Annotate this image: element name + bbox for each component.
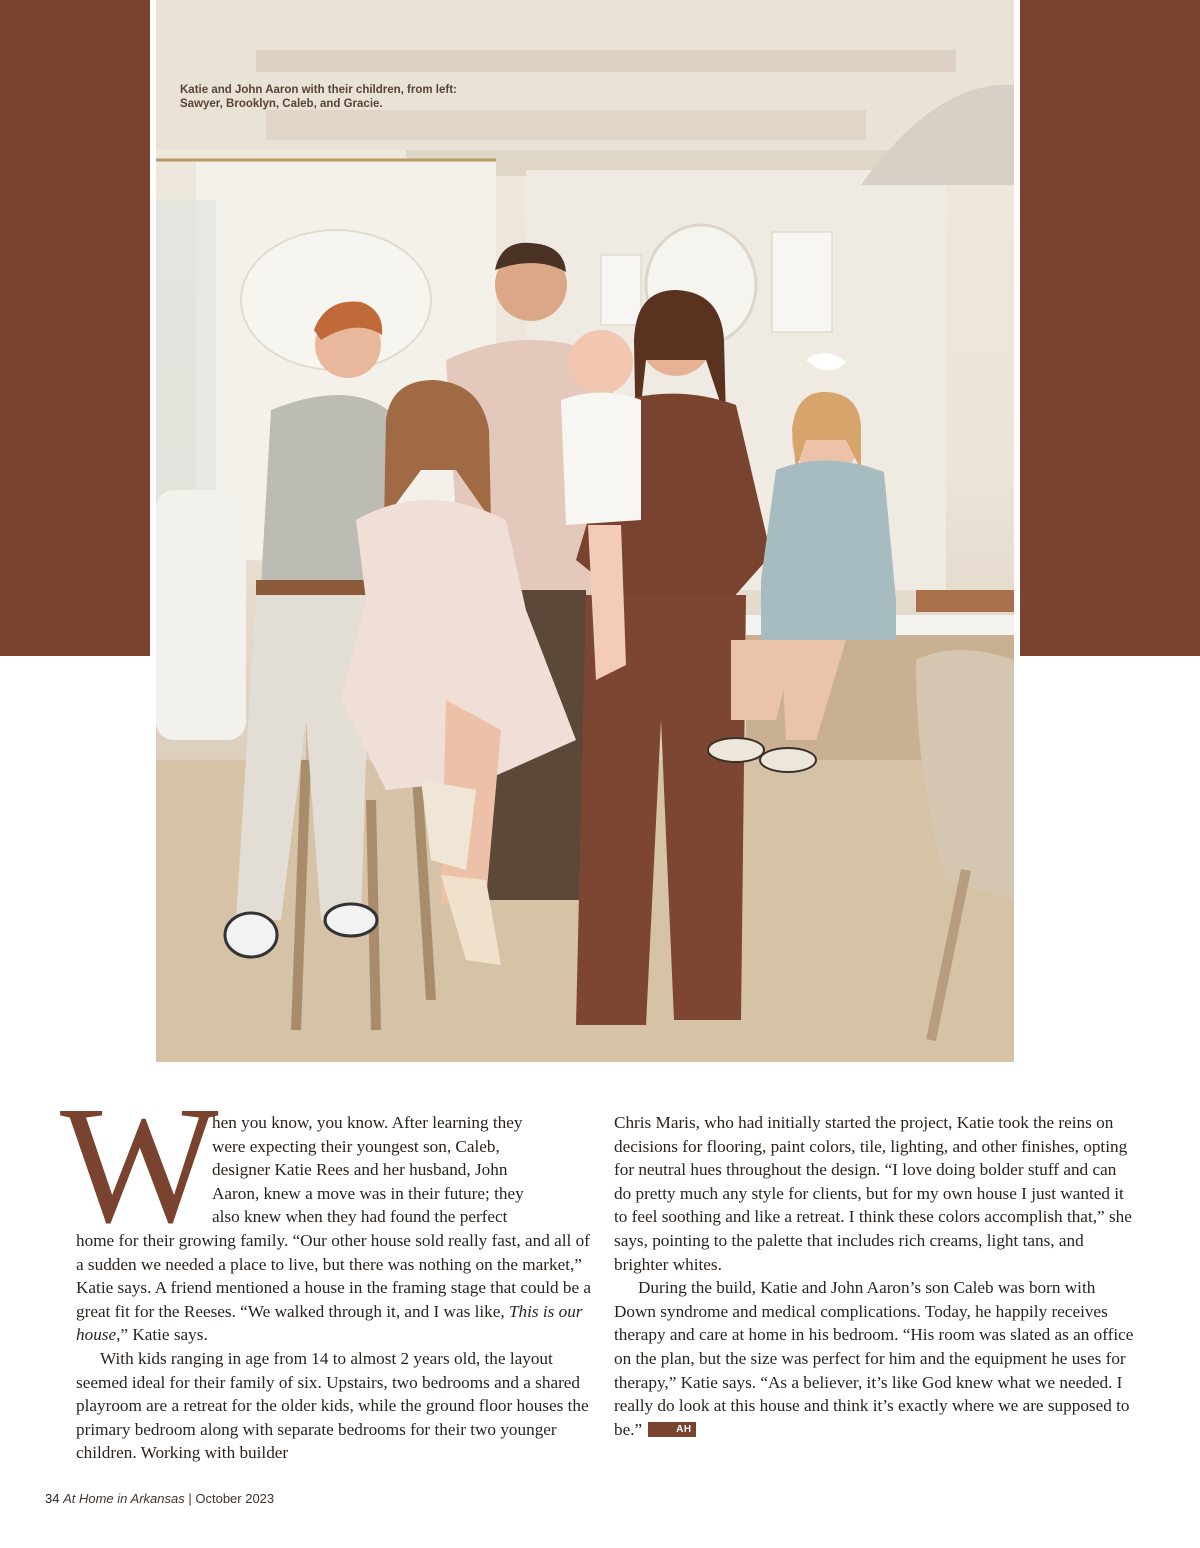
paragraph-text: home for their growing family. “Our other house sold really fast, and all of a sudden we needed a place to live, but there was nothing on the market,” Katie says. A friend mentioned a house in the framing stage that could be a great fit for the Reeses. “We walked through it, and I was like, [76, 1230, 592, 1321]
lead-line: also knew when they had found the perfect [212, 1207, 508, 1227]
drop-cap: W [60, 1072, 219, 1258]
page-number: 34 [45, 1491, 60, 1506]
family-photo [156, 0, 1014, 1062]
lead-line: Aaron, knew a move was in their future; they [212, 1183, 524, 1203]
paragraph-text: During the build, Katie and John Aaron’s son Caleb was born with Down syndrome and medical complications. Today, he happily receives therapy and care at home in his bedroom. “His room was slated as an office on the plan, but the size was perfect for him and the equipment he uses for therapy,” Katie says. “As a believer, it’s like God knew what we needed. I really do look at this house and think it’s exactly where we are supposed to be.” [614, 1278, 1134, 1439]
italic-quote: This is our house [76, 1301, 583, 1345]
end-mark-badge: AH [648, 1422, 695, 1437]
lead-line: hen you know, you know. After learning they [212, 1113, 523, 1132]
article-paragraph-2: With kids ranging in age from 14 to almost 2 years old, the layout seemed ideal for their family of six. Upstairs, two bedrooms and a shared playroom are a retreat for the older kids, while the ground floor houses the primary bedroom along with separate bedrooms for their two younger children. Working with builder [76, 1348, 589, 1463]
photo-caption: Katie and John Aaron with their children, from left: Sawyer, Brooklyn, Caleb, and Gracie. [180, 84, 457, 110]
left-color-band [0, 0, 150, 656]
issue-date: October 2023 [195, 1491, 275, 1506]
right-color-band [1020, 0, 1200, 656]
paragraph-text: ,” Katie says. [116, 1325, 208, 1345]
family-photo-illustration [156, 0, 1014, 1062]
article-paragraph-2-continued: Chris Maris, who had initially started the project, Katie took the reins on decisions for flooring, paint colors, tile, lighting, and other finishes, opting for neutral hues throughout the design. “I love doing bolder stuff and can do pretty much any style for clients, but for my own house I just wanted it to feel soothing and like a retreat. I think these colors accomplish that,” she says, pointing to the palette that includes rich creams, light tans, and brighter whites. [614, 1113, 1132, 1274]
publication-name: At Home in Arkansas [63, 1491, 185, 1506]
article-column-1 [76, 1111, 596, 1465]
article-paragraph-1 [76, 1111, 596, 1347]
lead-line: designer Katie Rees and her husband, John [212, 1160, 508, 1180]
footer-separator: | [188, 1491, 192, 1506]
article-column-2 [614, 1111, 1134, 1441]
page-footer [45, 1491, 274, 1506]
lead-line: were expecting their youngest son, Caleb, [212, 1136, 500, 1156]
article-paragraph-3 [614, 1276, 1134, 1441]
